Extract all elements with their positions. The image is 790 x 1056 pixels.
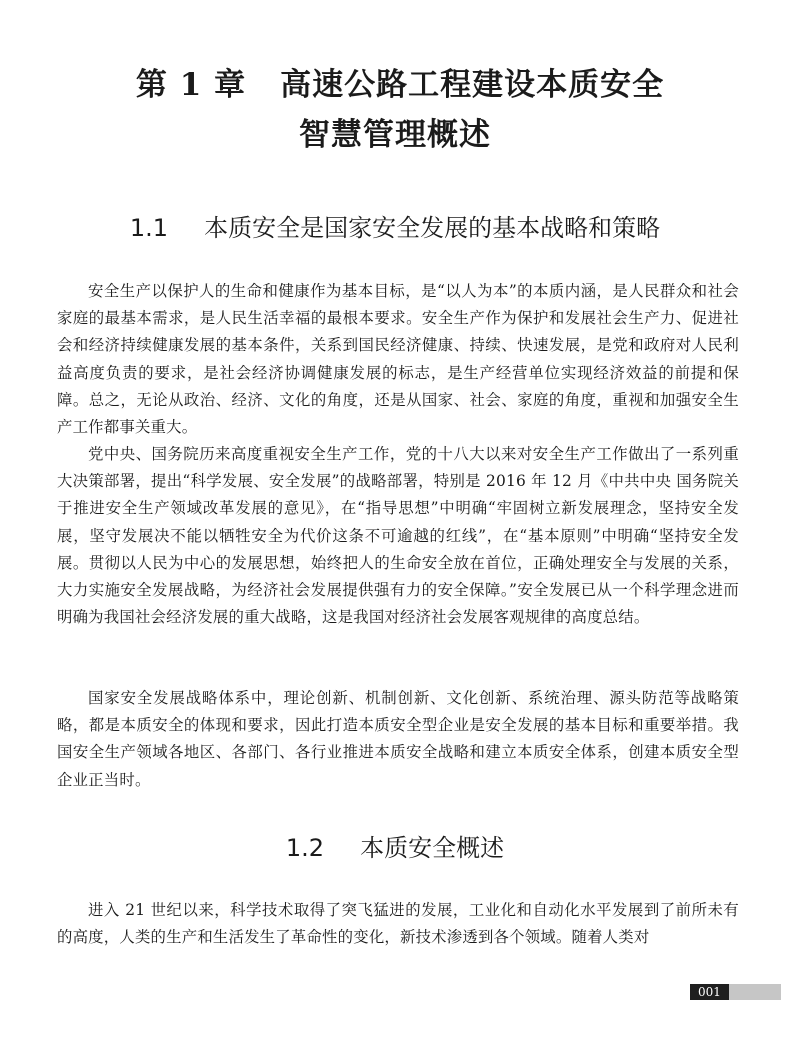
section-title: 本质安全是国家安全发展的基本战略和策略	[204, 214, 661, 242]
body-paragraph: 国家安全发展战略体系中，理论创新、机制创新、文化创新、系统治理、源头防范等战略策略，都是本质安全的体现和要求，因此打造本质安全型企业是安全发展的基本目标和重要举措。我国安全生产领域各地区、各部门、各行业推进本质安全战略和建立本质安全体系，创建本质安全型企业正当时。	[57, 689, 739, 789]
chapter-title-text-1: 高速公路工程建设本质安全	[280, 67, 665, 103]
page-number: 001	[690, 984, 729, 1000]
section-title: 本质安全概述	[360, 834, 505, 862]
page-number-footer	[690, 984, 781, 1000]
section-number: 1.1	[129, 214, 169, 242]
chapter-title-line2: 智慧管理概述	[299, 117, 491, 153]
chapter-title-line1	[0, 60, 790, 110]
body-paragraph: 党中央、国务院历来高度重视安全生产工作，党的十八大以来对安全生产工作做出了一系列重大决策部署，提出“科学发展、安全发展”的战略部署，特别是 2016 年 12 月《中共中央 国务院关于推进安全生产领域改革发展的意见》，在“指导思想”中明确“牢固树立新发展理念，坚持安全发展，坚守发展决不能以牺牲安全为代价这条不可逾越的红线”，在“基本原则”中明确“坚持安全发展。贯彻以人民为中心的发展思想，始终把人的生命安全放在首位，正确处理安全与发展的关系，大力实施安全发展战略，为经济社会发展提供强有力的安全保障。”安全发展已从一个科学理念进而明确为我国社会经济发展的重大战略，这是我国对经济社会发展客观规律的高度总结。	[57, 445, 739, 627]
section-heading-1-1	[0, 213, 790, 243]
body-paragraph: 安全生产以保护人的生命和健康作为基本目标，是“以人为本”的本质内涵，是人民群众和社会家庭的最基本需求，是人民生活幸福的最根本要求。安全生产作为保护和发展社会生产力、促进社会和经济持续健康发展的基本条件，关系到国民经济健康、持续、快速发展，是党和政府对人民利益高度负责的要求，是社会经济协调健康发展的标志，是生产经营单位实现经济效益的前提和保障。总之，无论从政治、经济、文化的角度，还是从国家、社会、家庭的角度，重视和加强安全生产工作都事关重大。	[57, 282, 739, 437]
section-heading-1-2	[0, 833, 790, 863]
chapter-title	[0, 60, 790, 160]
body-paragraph: 进入 21 世纪以来，科学技术取得了突飞猛进的发展，工业化和自动化水平发展到了前所未有的高度，人类的生产和生活发生了革命性的变化，新技术渗透到各个领域。随着人类对	[57, 901, 739, 947]
section-number: 1.2	[285, 834, 325, 862]
chapter-number: 第 1 章	[135, 67, 247, 103]
page-number-decoration-bar	[729, 984, 781, 1000]
